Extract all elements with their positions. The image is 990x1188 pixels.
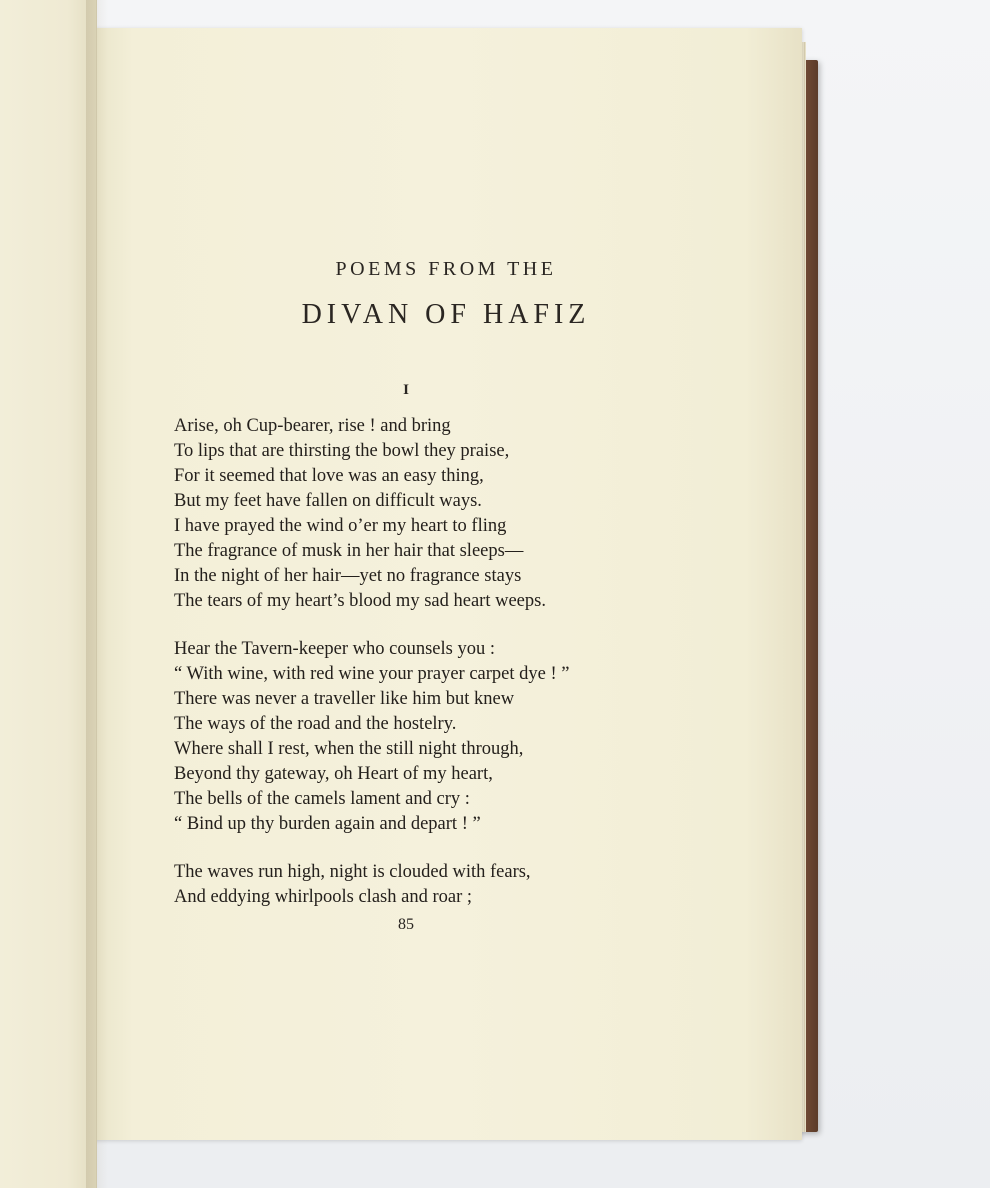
heading-large: DIVAN OF HAFIZ [301, 299, 591, 330]
poem-line: The fragrance of musk in her hair that sleeps— [174, 541, 524, 561]
poem-line: The waves run high, night is clouded with fears, [174, 862, 531, 882]
poem-line: The ways of the road and the hostelry. [174, 714, 457, 734]
page-number: 85 [398, 916, 414, 933]
poem-line: For it seemed that love was an easy thing, [174, 466, 484, 486]
poem-line: “ With wine, with red wine your prayer carpet dye ! ” [174, 664, 570, 684]
stanza-3 [174, 860, 734, 910]
poem-line: In the night of her hair—yet no fragrance stays [174, 566, 522, 586]
poem-line: Hear the Tavern-keeper who counsels you : [174, 639, 495, 659]
section-number: I [403, 382, 409, 398]
poem-line: “ Bind up thy burden again and depart ! ” [174, 814, 481, 834]
stanza-2 [174, 637, 734, 837]
poem-text [174, 414, 734, 933]
poem-line: To lips that are thirsting the bowl they praise, [174, 441, 510, 461]
gutter-shadow [86, 0, 108, 1188]
poem-line: Beyond thy gateway, oh Heart of my heart, [174, 764, 493, 784]
left-page [0, 0, 97, 1188]
poem-line: The tears of my heart’s blood my sad heart weeps. [174, 591, 546, 611]
heading-small: POEMS FROM THE [335, 258, 557, 280]
poem-line: There was never a traveller like him but knew [174, 689, 515, 709]
poem-line: Where shall I rest, when the still night through, [174, 739, 524, 759]
poem-line: Arise, oh Cup-bearer, rise ! and bring [174, 416, 451, 436]
poem-line: The bells of the camels lament and cry : [174, 789, 470, 809]
poem-line: I have prayed the wind o’er my heart to fling [174, 516, 507, 536]
poem-line: But my feet have fallen on difficult ways. [174, 491, 482, 511]
stanza-1 [174, 414, 734, 614]
poem-line: And eddying whirlpools clash and roar ; [174, 887, 472, 907]
